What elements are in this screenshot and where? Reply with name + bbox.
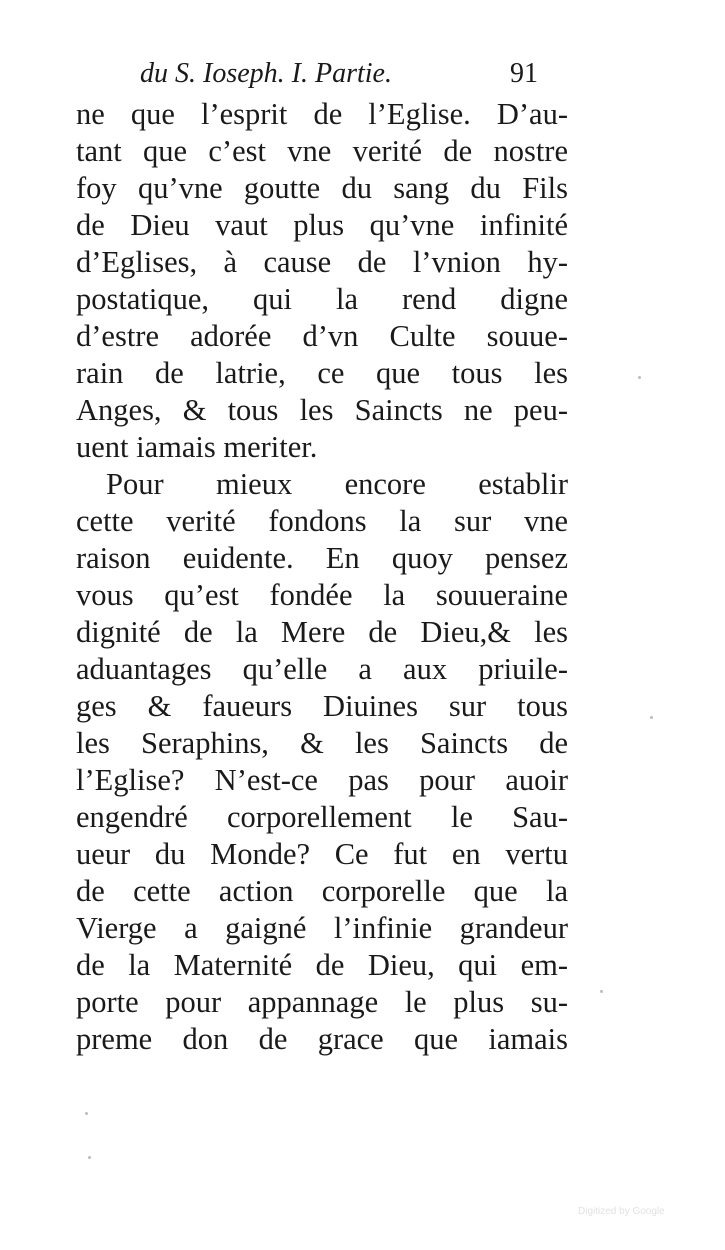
- text-line: de Dieu vaut plus qu’vne infinité: [76, 208, 568, 242]
- text-line: rain de latrie, ce que tous les: [76, 356, 568, 390]
- text-line: uent iamais meriter.: [76, 430, 318, 464]
- running-title: du S. Ioseph. I. Partie.: [140, 58, 392, 89]
- text-line: cette verité fondons la sur vne: [76, 504, 568, 538]
- paper-speck: [638, 376, 641, 379]
- text-line: ueur du Monde? Ce fut en vertu: [76, 837, 568, 871]
- text-line: postatique, qui la rend digne: [76, 282, 568, 316]
- text-line: de cette action corporelle que la: [76, 874, 568, 908]
- text-line: engendré corporellement le Sau-: [76, 800, 568, 834]
- text-line: foy qu’vne goutte du sang du Fils: [76, 171, 568, 205]
- text-line: ges & faueurs Diuines sur tous: [76, 689, 568, 723]
- paper-speck: [600, 990, 603, 993]
- text-line: ne que l’esprit de l’Eglise. D’au-: [76, 97, 568, 131]
- digitization-watermark: Digitized by Google: [578, 1206, 665, 1217]
- text-line: porte pour appannage le plus su-: [76, 985, 568, 1019]
- text-line: de la Maternité de Dieu, qui em-: [76, 948, 568, 982]
- text-line: vous qu’est fondée la souueraine: [76, 578, 568, 612]
- text-line: raison euidente. En quoy pensez: [76, 541, 568, 575]
- running-header: [140, 58, 550, 92]
- paper-speck: [650, 716, 653, 719]
- paper-speck: [88, 1156, 91, 1159]
- page-number: 91: [510, 58, 538, 89]
- text-line: d’Eglises, à cause de l’vnion hy-: [76, 245, 568, 279]
- text-line: les Seraphins, & les Saincts de: [76, 726, 568, 760]
- text-line: Vierge a gaigné l’infinie grandeur: [76, 911, 568, 945]
- text-line: d’estre adorée d’vn Culte souue-: [76, 319, 568, 353]
- text-line: l’Eglise? N’est-ce pas pour auoir: [76, 763, 568, 797]
- text-line: Pour mieux encore establir: [106, 467, 568, 501]
- text-line: aduantages qu’elle a aux priuile-: [76, 652, 568, 686]
- text-line: tant que c’est vne verité de nostre: [76, 134, 568, 168]
- text-line: Anges, & tous les Saincts ne peu-: [76, 393, 568, 427]
- text-line: dignité de la Mere de Dieu,& les: [76, 615, 568, 649]
- paper-speck: [85, 1112, 88, 1115]
- text-line: preme don de grace que iamais: [76, 1022, 568, 1056]
